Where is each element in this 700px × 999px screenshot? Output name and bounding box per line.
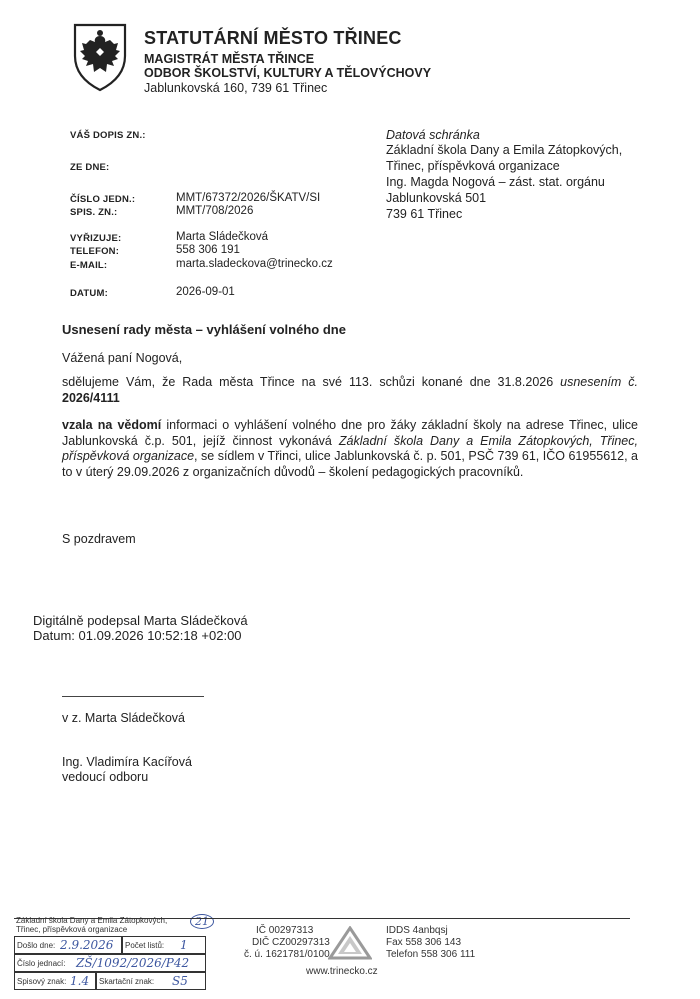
department-name: ODBOR ŠKOLSTVÍ, KULTURY A TĚLOVÝCHOVY [144,66,432,80]
stamp-org-line-2: Třinec, příspěvková organizace [16,925,128,934]
stamp-pages-value: 1 [180,938,188,952]
registry-stamp [14,914,228,992]
digital-signature-line: Digitálně podepsal Marta Sládečková [33,613,248,628]
footer-fax: Fax 558 306 143 [386,937,462,948]
footer-ico: IČ 00297313 [256,925,314,936]
date-label: DATUM: [70,288,108,299]
paragraph-notice [62,418,638,480]
file-number-label: SPIS. ZN.: [70,207,118,218]
office-address: Jablunkovská 160, 739 61 Třinec [144,81,328,95]
city-crest-icon [72,22,128,92]
notice-text-2: , se sídlem v Třinci, ulice Jablunkovská č. p. 501, PSČ 739 61, IČO 61955612, a to v úterý 29.09.2026 z organizačních důvodů – školení pedagogických pracovníků. [62,449,638,479]
magistrate-name: MAGISTRÁT MĚSTA TŘINCE [144,52,315,66]
stamp-pages-label: Počet listů: [125,941,165,950]
signer-role: vedoucí odboru [62,770,149,784]
on-behalf-of: v z. Marta Sládečková [62,711,185,725]
signer-name: Ing. Vladimíra Kacířová [62,755,192,769]
footer-dic: DIČ CZ00297313 [252,937,330,948]
stamp-received-label: Došlo dne: [17,941,56,950]
notice-lead: vzala na vědomí [62,418,162,432]
stamp-shredding-value: S5 [172,974,188,988]
your-letter-label: VÁŠ DOPIS ZN.: [70,130,146,141]
reference-number-label: ČÍSLO JEDN.: [70,194,136,205]
school-name: Základní škola Dany a Emila Zátopkových, Třinec, příspěvková organizace [62,433,638,463]
stamp-ref-value: ZŠ/1092/2026/P42 [76,956,190,970]
recipient-line-5: Jablunkovská 501 [386,191,487,205]
paragraph-resolution-text: sdělujeme Vám, že Rada města Třince na své 113. schůzi konané dne 31.8.2026 [62,375,561,389]
closing: S pozdravem [62,532,136,546]
footer-account: č. ú. 1621781/0100 [244,949,330,960]
stamp-ref-label: Číslo jednací: [17,959,66,968]
stamp-filing-value: 1.4 [70,974,90,988]
footer-rule [14,918,630,919]
resolution-label: usnesením č. [560,375,639,389]
notice-text-1: informaci o vyhlášení volného dne pro žáky základní školy na adrese Třinec, ulice Jablunkovská č.p. 501, jejíž činnost vykonává [62,418,639,448]
recipient-line-3: Třinec, příspěvková organizace [386,159,560,173]
reference-number-value: MMT/67372/2026/ŠKATV/SI [176,192,321,204]
handled-by-label: VYŘIZUJE: [70,233,122,244]
stamp-received-value: 2.9.2026 [60,938,114,952]
signature-line [62,696,204,697]
recipient-line-2: Základní škola Dany a Emila Zátopkových, [386,143,623,157]
stamp-number-handwritten: 21 [190,914,214,929]
email-value: marta.sladeckova@trinecko.cz [176,258,333,270]
digital-signature-date: Datum: 01.09.2026 10:52:18 +02:00 [33,628,242,643]
footer-phone: Telefon 558 306 111 [386,949,476,960]
handled-by-value: Marta Sládečková [176,231,269,243]
recipient-line-4: Ing. Magda Nogová – zást. stat. orgánu [386,175,605,189]
paragraph-resolution [62,375,638,406]
file-number-value: MMT/708/2026 [176,205,254,217]
recipient-delivery: Datová schránka [386,128,480,142]
phone-value: 558 306 191 [176,244,240,256]
resolution-number: 2026/4111 [62,390,120,405]
salutation: Vážená paní Nogová, [62,351,183,365]
recipient-line-6: 739 61 Třinec [386,207,463,221]
stamp-org-line-1: Základní škola Dany a Emila Zátopkových, [16,916,168,925]
phone-label: TELEFON: [70,246,120,257]
of-date-label: ZE DNE: [70,162,110,173]
trinecko-logo-icon [328,926,372,960]
letter-subject: Usnesení rady města – vyhlášení volného dne [62,322,346,337]
stamp-filing-label: Spisový znak: [17,977,67,986]
city-title: STATUTÁRNÍ MĚSTO TŘINEC [144,28,402,48]
email-label: E-MAIL: [70,260,108,271]
stamp-shredding-label: Skartační znak: [99,977,155,986]
footer-website: www.trinecko.cz [306,966,378,977]
date-value: 2026-09-01 [176,286,235,298]
footer-idds: IDDS 4anbqsj [386,925,448,936]
